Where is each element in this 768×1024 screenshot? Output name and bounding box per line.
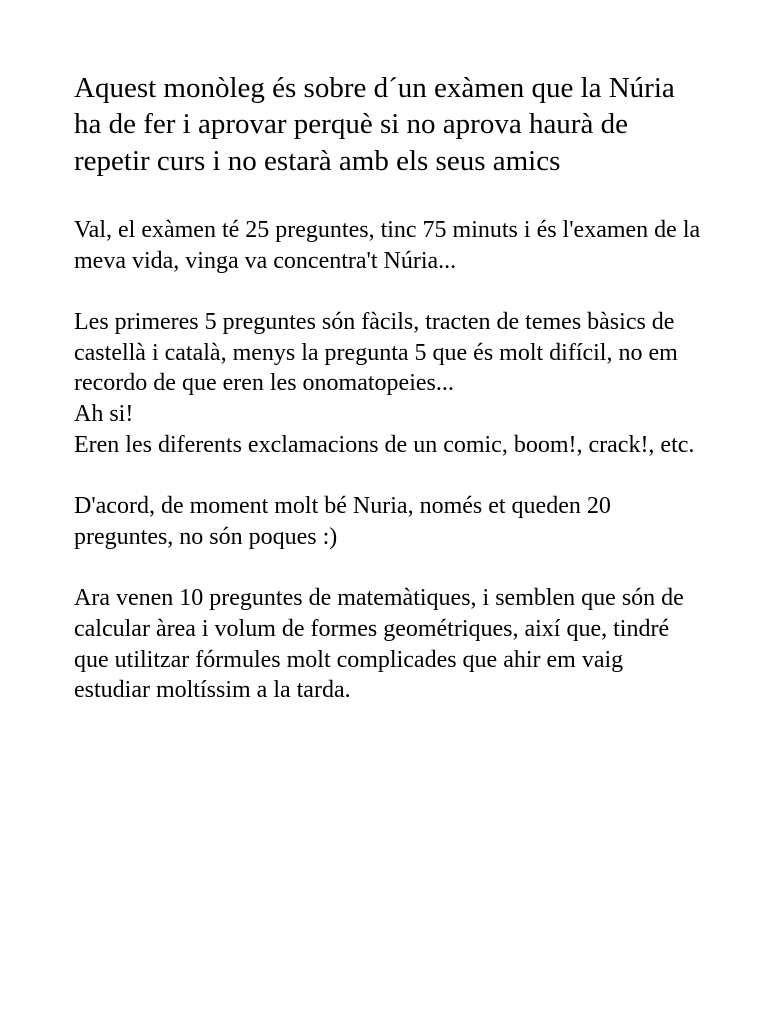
paragraph-line: Val, el exàmen té 25 preguntes, tinc 75 minuts i és l'examen de la meva vida, vinga va concentra't Núria...: [74, 216, 701, 274]
document-heading: Aquest monòleg és sobre d´un exàmen que la Núria ha de fer i aprovar perquè si no aprova haurà de repetir curs i no estarà amb els seus amics: [74, 72, 675, 177]
paragraph-line: D'acord, de moment molt bé Nuria, només et queden 20 preguntes, no són poques :): [74, 493, 611, 550]
paragraph-progress: [74, 491, 704, 552]
paragraph-line: Eren les diferents exclamacions de un comic, boom!, crack!, etc.: [74, 431, 695, 458]
paragraph-exam-intro: [74, 215, 704, 276]
paragraph-first-questions: [74, 307, 704, 461]
paragraph-line: Ara venen 10 preguntes de matemàtiques, i semblen que són de calcular àrea i volum de formes geométriques, així que, tindré que utilitzar fórmules molt complicades que ahir em vaig estudiar moltíssim a la tarda.: [74, 585, 684, 704]
paragraph-math-questions: [74, 583, 704, 706]
document-page: [74, 70, 704, 737]
paragraph-line: Les primeres 5 preguntes són fàcils, tracten de temes bàsics de castellà i català, menys la pregunta 5 que és molt difícil, no em recordo de que eren les onomatopeies...: [74, 308, 678, 397]
paragraph-line: Ah si!: [74, 401, 134, 428]
